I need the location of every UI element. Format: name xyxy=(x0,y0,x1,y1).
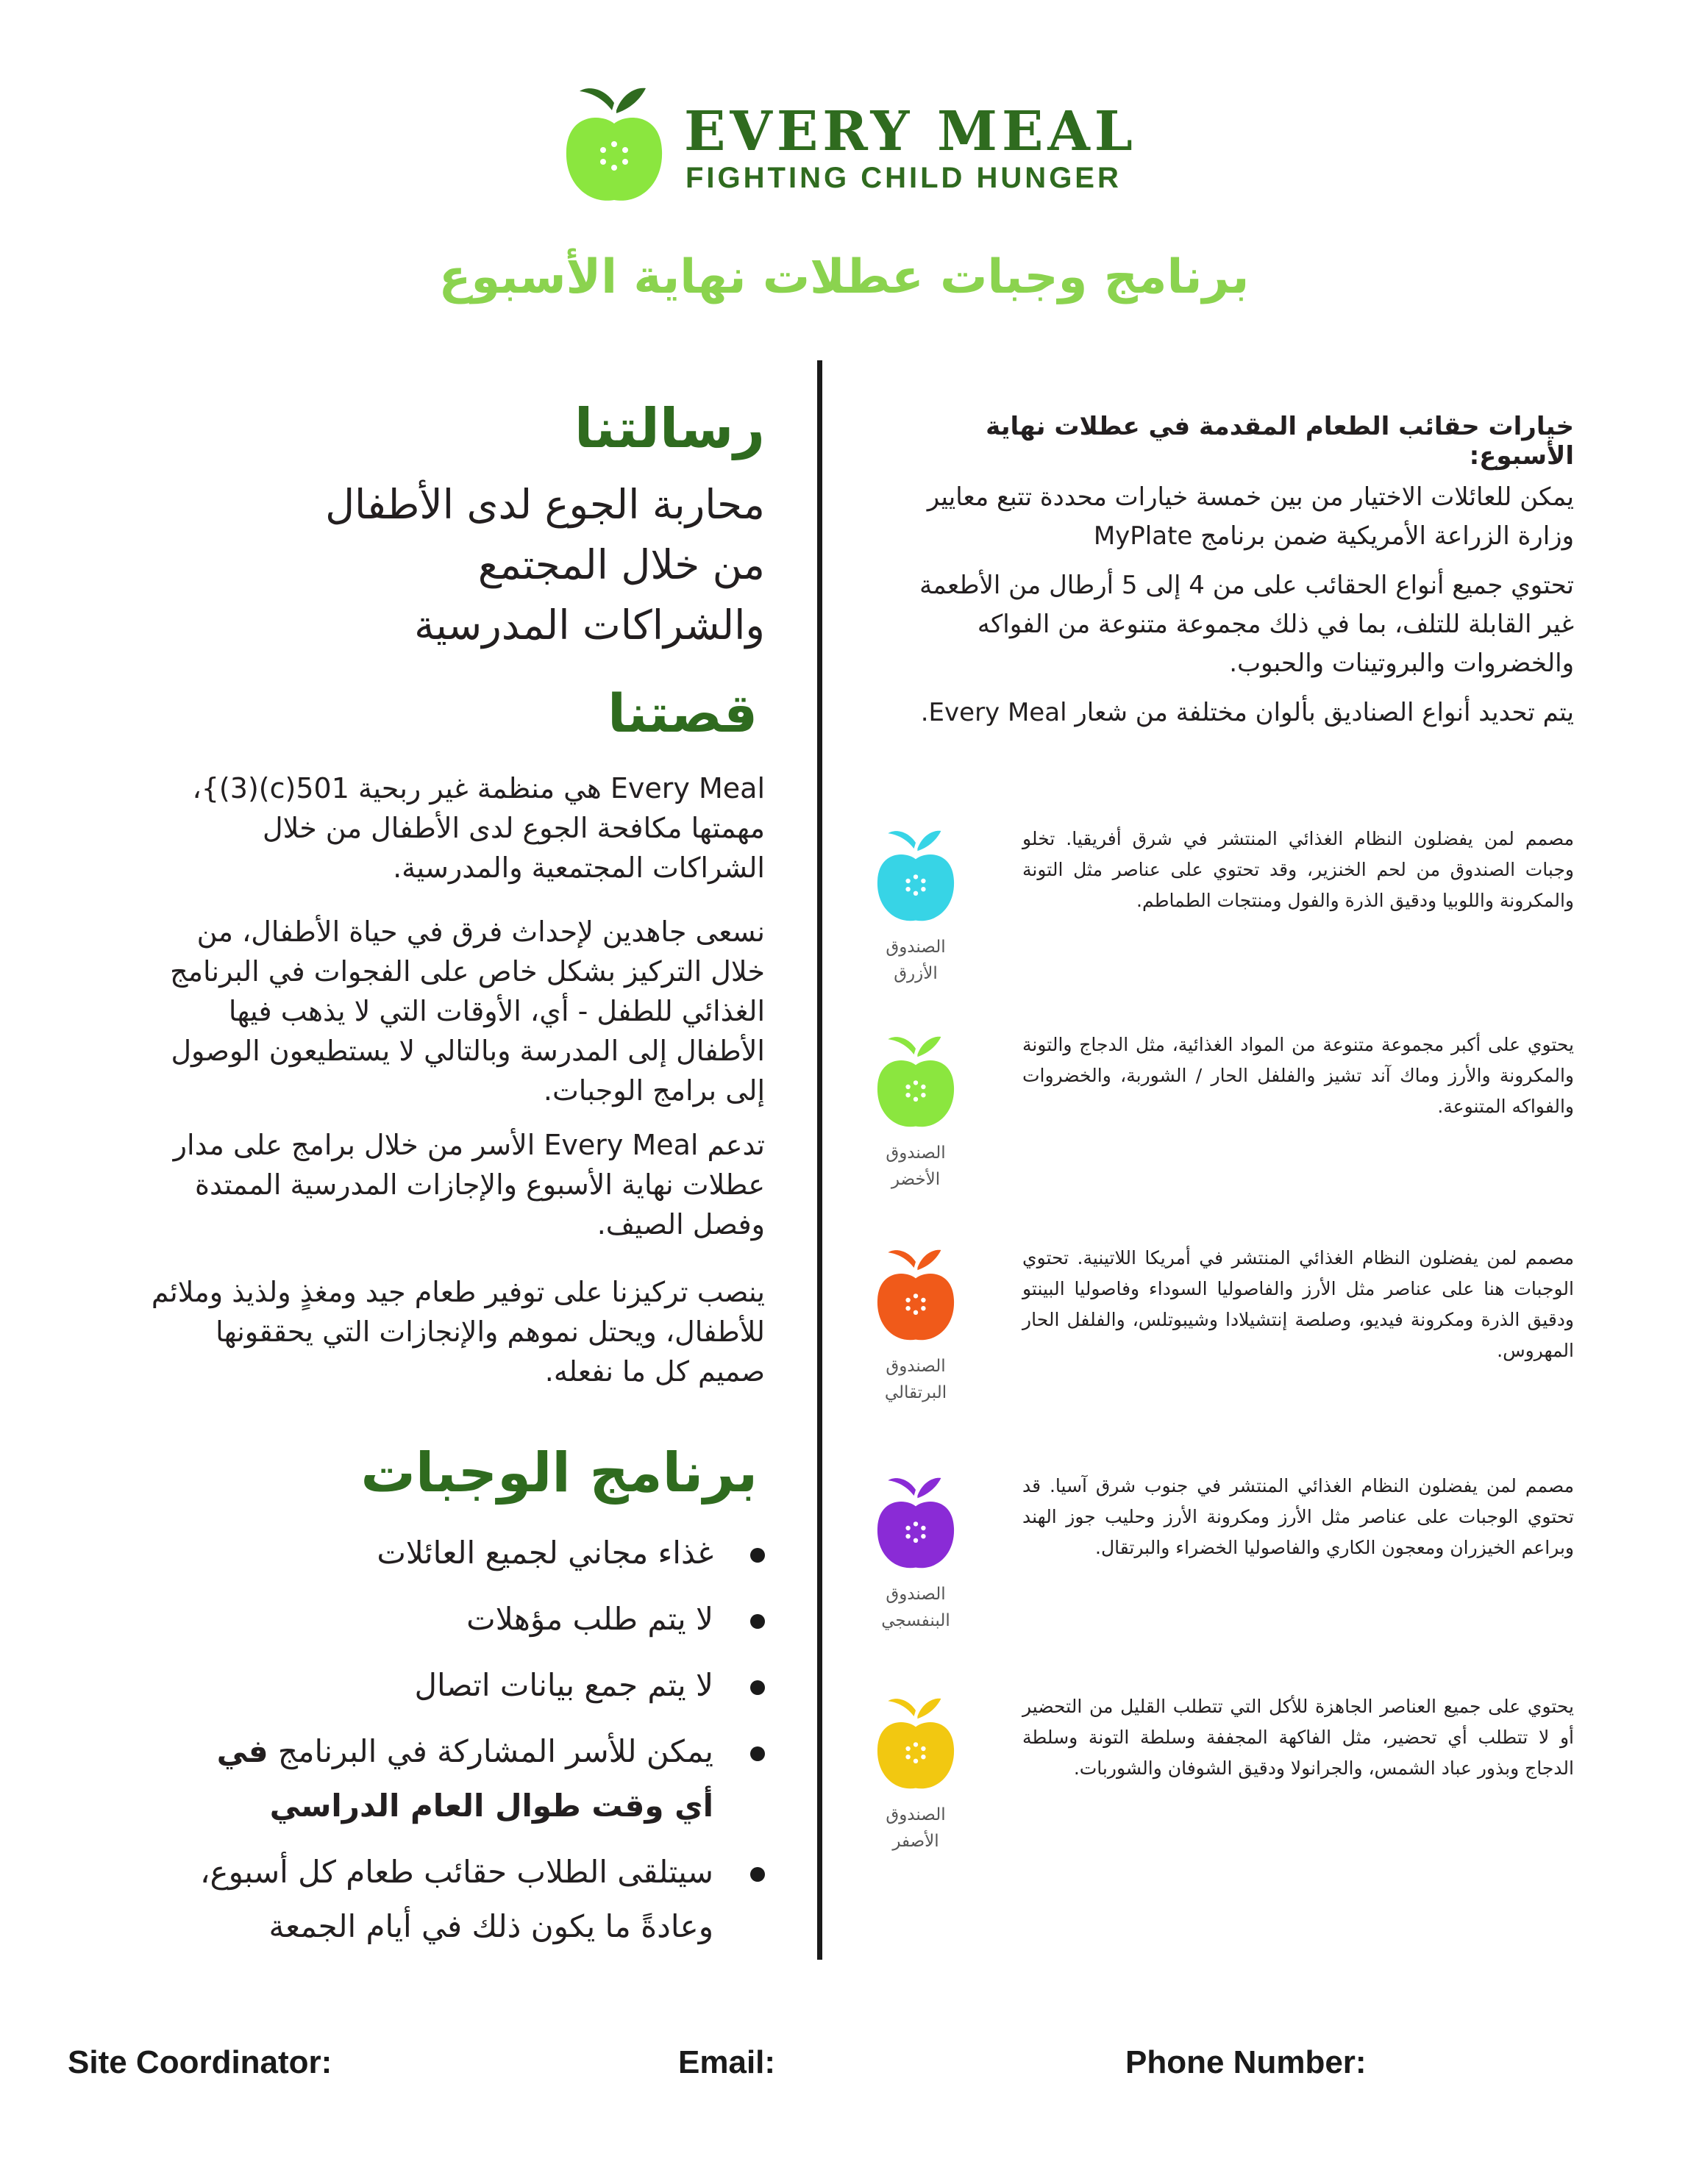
phone-number-label: Phone Number: xyxy=(1125,2044,1367,2080)
box-icon-wrapper xyxy=(868,824,964,1000)
list-item xyxy=(177,1724,765,1833)
box-description: مصمم لمن يفضلون النظام الغذائي المنتشر في أمريكا اللاتينية. تحتوي الوجبات هنا على عناصر مثل الأرز والفاصوليا السوداء وفاصوليا البينتو ودقيق الذرة ومكرونة فيديو، وصلصة إنتشيلادا وشيبوتلس، والفلفل الحار المهروس. xyxy=(1022,1247,1574,1361)
list-item xyxy=(177,1845,765,1954)
brand-name: EVERY MEAL xyxy=(684,100,1137,163)
box-icon-wrapper xyxy=(868,1471,964,1647)
apple-blue-icon xyxy=(872,824,960,927)
meals-program-heading: برنامج الوجبات xyxy=(360,1441,758,1505)
box-item-purple xyxy=(853,1471,1574,1655)
bullet-icon xyxy=(750,1680,765,1695)
box-item-blue xyxy=(853,824,1574,1007)
apple-orange-icon xyxy=(872,1243,960,1346)
list-item xyxy=(177,1592,765,1646)
box-description: يحتوي على أكبر مجموعة متنوعة من المواد الغذائية، مثل الدجاج والتونة والمكرونة والأرز وماك آند تشيز والفلفل الحار / الشوربة، والخضروات والفواكه المتنوعة. xyxy=(1022,1034,1574,1117)
apple-yellow-icon xyxy=(872,1691,960,1794)
list-item-text: سيتلقى الطلاب حقائب طعام كل أسبوع، وعادةً ما يكون ذلك في أيام الجمعة xyxy=(199,1854,713,1944)
column-divider xyxy=(817,360,822,1960)
box-icon-wrapper xyxy=(868,1691,964,1868)
bullet-icon xyxy=(750,1614,765,1629)
box-description: مصمم لمن يفضلون النظام الغذائي المنتشر في جنوب شرق آسيا. قد تحتوي الوجبات على عناصر مثل الأرز ومكرونة الأرز وحليب جوز الهند وبراعم الخيزران ومعجون الكاري والفاصوليا الخضراء والبرتقال. xyxy=(1022,1475,1574,1558)
bullet-icon xyxy=(750,1746,765,1761)
box-item-yellow xyxy=(853,1691,1574,1875)
page-title: برنامج وجبات عطلات نهاية الأسبوع xyxy=(438,250,1250,304)
story-paragraph: نسعى جاهدين لإحداث فرق في حياة الأطفال، من خلال التركيز بشكل خاص على الفجوات في البرنامج الغذائي للطفل - أي، الأوقات التي لا يذهب فيها الأطفال إلى المدرسة وبالتالي لا يستطيعون الوصول إلى برامج الوجبات. xyxy=(170,916,765,1107)
options-paragraph: يتم تحديد أنواع الصناديق بألوان مختلفة من شعار Every Meal. xyxy=(920,698,1574,727)
box-description: مصمم لمن يفضلون النظام الغذائي المنتشر في شرق أفريقيا. تخلو وجبات الصندوق من لحم الخنزير، وقد تحتوي على عناصر مثل التونة والمكرونة واللوبيا ودقيق الذرة والفول ومنتجات الطماطم. xyxy=(1022,828,1574,911)
list-item-text: لا يتم طلب مؤهلات xyxy=(466,1601,713,1637)
mission-statement xyxy=(147,474,765,655)
box-label: الصندوق البنفسجي xyxy=(881,1585,950,1630)
site-coordinator-label: Site Coordinator: xyxy=(68,2044,332,2080)
box-icon-wrapper xyxy=(868,1243,964,1419)
bullet-icon xyxy=(750,1548,765,1563)
apple-logo-icon xyxy=(559,81,669,206)
apple-green-icon xyxy=(872,1029,960,1132)
story-paragraph: تدعم Every Meal الأسر من خلال برامج على مدار عطلات نهاية الأسبوع والإجازات المدرسية الممتدة وفصل الصيف. xyxy=(173,1129,765,1241)
options-paragraph: تحتوي جميع أنواع الحقائب على من 4 إلى 5 أرطال من الأطعمة غير القابلة للتلف، بما في ذلك مجموعة متنوعة من الفواكه والخضروات والبروتينات والحبوب. xyxy=(919,571,1574,678)
box-label: الصندوق الأخضر xyxy=(886,1143,946,1189)
box-item-orange xyxy=(853,1243,1574,1427)
list-item xyxy=(177,1658,765,1713)
list-item-text: لا يتم جمع بيانات اتصال xyxy=(414,1667,713,1703)
story-heading: قصتنا xyxy=(608,682,758,744)
every-meal-logo xyxy=(559,81,1137,206)
options-paragraph: يمكن للعائلات الاختيار من بين خمسة خيارات محددة تتبع معايير وزارة الزراعة الأمريكية ضمن برنامج MyPlate xyxy=(927,482,1574,551)
story-paragraph: ينصب تركيزنا على توفير طعام جيد ومغذٍ ولذيذ وملائم للأطفال، ويحتل نموهم والإنجازات التي يحققونها صميم كل ما نفعله. xyxy=(151,1276,765,1388)
apple-purple-icon xyxy=(872,1471,960,1574)
box-label: الصندوق البرتقالي xyxy=(884,1357,947,1402)
list-item-text: غذاء مجاني لجميع العائلات xyxy=(377,1535,713,1571)
mission-heading: رسالتنا xyxy=(574,397,765,460)
list-item-text: يمكن للأسر المشاركة في البرنامج xyxy=(268,1733,713,1769)
mission-line: والشراكات المدرسية xyxy=(414,602,765,649)
box-description: يحتوي على جميع العناصر الجاهزة للأكل التي تتطلب القليل من التحضير أو لا تتطلب أي تحضير، مثل الفاكهة المجففة وسلطة التونة وسلطة الدجاج وبذور عباد الشمس، والجرانولا ودقيق الشوفان والشوربات. xyxy=(1022,1696,1574,1779)
box-label: الصندوق الأصفر xyxy=(886,1805,946,1851)
mission-line: محاربة الجوع لدى الأطفال xyxy=(325,481,765,528)
list-item-bold-text: في أي وقت طوال العام الدراسي xyxy=(216,1733,713,1824)
bullet-icon xyxy=(750,1867,765,1882)
box-label: الصندوق الأزرق xyxy=(886,938,946,983)
meal-program-list xyxy=(177,1526,765,1966)
story-paragraph: Every Meal هي منظمة غير ربحية 501(c)(3)}، مهمتها مكافحة الجوع لدى الأطفال من خلال الشراكات المجتمعية والمدرسية. xyxy=(192,772,765,884)
brand-tagline: FIGHTING CHILD HUNGER xyxy=(685,162,1122,194)
box-item-green xyxy=(853,1029,1574,1213)
food-bag-options-text xyxy=(890,478,1574,743)
food-bag-options-heading: خيارات حقائب الطعام المقدمة في عطلات نهاية الأسبوع: xyxy=(986,412,1574,471)
email-label: Email: xyxy=(678,2044,776,2080)
box-icon-wrapper xyxy=(868,1029,964,1206)
list-item xyxy=(177,1526,765,1580)
mission-line: من خلال المجتمع xyxy=(477,541,765,588)
